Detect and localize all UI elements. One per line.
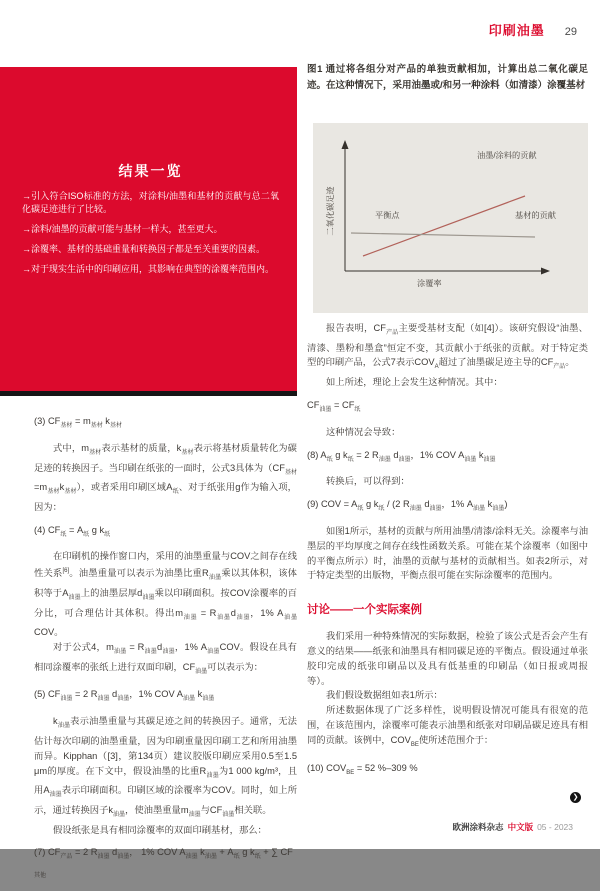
body-paragraph: 式中，$m_{基材}$表示基材的质量，$k_{基材}$表示将基材质量转化为碳足迹的转换因子。当印刷在纸张的一面时，公式3具体为$(CF_{基材}=m_{基材}k_{基材})$，或者采用印刷区域$A_纸$、对于纸张用g作为输入项，因为： [34, 442, 297, 512]
page-footer [453, 821, 573, 833]
summary-bullet: →引入符合ISO标准的方法，对涂料/油墨和基材的贡献与总二氧化碳足迹进行了比较。 [22, 191, 279, 214]
continue-arrow-icon [570, 792, 581, 803]
figure-caption: 图1 通过将各组分对产品的单独贡献相加，计算出总二氧化碳足迹。在这种情况下，采用油墨或/和另一种涂料（如清漆）涂覆基材 [307, 64, 588, 91]
body-paragraph: 转换后，可以得到： [326, 476, 410, 487]
page-number: 29 [564, 26, 577, 38]
formula-line: (4) $CF_纸 = A_纸$ g $k_纸$ [34, 524, 111, 538]
section-heading: 讨论——一个实际案例 [307, 604, 422, 617]
body-paragraph: 这种情况会导致： [326, 426, 401, 437]
body-paragraph: 所述数据体现了广泛多样性，说明假设情况可能具有很宽的范围，在该范围内，涂覆率可能表示油墨和纸张对印刷品碳足迹具有相同的贡献。该例中，$COV_{BE}$使所述范围介于： [307, 705, 588, 748]
formula-line: (10) $COV_{BE} = 52$ %–309 % [307, 762, 418, 776]
left-text-column [34, 406, 297, 891]
substrate-contribution-line [351, 233, 535, 237]
body-paragraph: 我们采用一种特殊情况的实际数据，检验了该公式是否会产生有意义的结果——纸张和油墨具有相同碳足迹的平衡点。假设通过单张胶印完成的纸张印刷品以及具有低基重的印刷品（如日报或周报等）。 [307, 631, 588, 686]
formula-line: (9) COV = $A_纸$ g $k_纸 / (2$ $R_{油墨}$ $d_{油墨}$，1% $A_{油墨}$ $k_{油墨}$) [307, 499, 508, 513]
page-header [489, 20, 577, 39]
right-text-column [307, 321, 588, 787]
ink-contribution-line [363, 196, 525, 256]
footer-journal-name: 欧洲涂料杂志 [452, 822, 504, 832]
summary-bullet: →涂料/油墨的贡献可能与基材一样大，甚至更大。 [22, 224, 223, 234]
chart-canvas [313, 123, 588, 313]
summary-bullet: →涂覆率、基材的基础重量和转换因子都是至关重要的因素。 [22, 244, 266, 254]
y-axis-arrow-icon [342, 140, 349, 149]
formula-line: (7) $CF_{产品} = 2$ $R_{油墨}$ $d_{油墨}$， 1% COV $A_{油墨}$ $k_{油墨} + A_纸$ g $k_纸$ + ∑ $CF_{其他}$ [34, 847, 293, 880]
substrate-series-label: 基材的贡献 [515, 211, 556, 220]
body-paragraph: 我们假设数据组如表1所示： [326, 690, 443, 701]
formula-line: $CF_{油墨} = CF_纸$ [307, 399, 361, 413]
results-summary-box [0, 67, 297, 396]
body-paragraph: 对于公式4，$m_{油墨} = R_{油墨}d_{油墨}$，1% $A_{油墨}COV$。假设在具有相同涂覆率的张纸上进行双面印刷，$CF_{油墨}$可以表示为： [34, 642, 297, 675]
summary-bullet: →对于现实生活中的印刷应用，其影响在典型的涂覆率范围内。 [22, 264, 275, 274]
balance-point-label: 平衡点 [375, 211, 400, 220]
results-bullet-list [22, 190, 279, 276]
formula-line: (5) $CF_{油墨} = 2$ $R_{油墨}$ $d_{油墨}$，1% COV $A_{油墨}$ $k_{油墨}$ [34, 689, 215, 703]
figure-chart [313, 123, 588, 313]
body-paragraph: 如图1所示，基材的贡献与所用油墨/清漆/涂料无关。涂覆率与油墨层的平均厚度之间存在线性函数关系。可能在某个涂覆率（如图中的平衡点所示）时，油墨的贡献与基材的贡献相当。如表2所示，对于特定类型的出版物，平衡点很可能在实际涂覆率的范围内。 [307, 526, 588, 581]
body-paragraph: 报告表明，$CF_{产品}$主要受基材支配（如[4]）。该研究假设“油墨、清漆、墨粉和墨盒”恒定不变，其贡献小于纸张的贡献。对于特定类型的印刷产品，公式7表示$COV_A$超过了油墨碳足迹主导的$CF_{产品}$。 [307, 323, 588, 371]
x-axis-arrow-icon [541, 268, 550, 275]
body-paragraph: 如上所述，理论上会发生这种情况。其中： [326, 377, 503, 388]
footer-issue: 05 - 2023 [537, 822, 573, 832]
body-paragraph: $k_{油墨}$表示油墨重量与其碳足迹之间的转换因子。通常，无法估计每次印刷的油墨重量，因为印刷重量因印刷工艺和所用油墨而异。Kipphan（[3]，第134页）建议胶版印刷应采用0.5至1.5 μm的厚度。在下文中，假设油墨的比重$R_{油墨}$为1 000 kg/m³，且用$A_{油墨}$表示印刷面积。印刷区域的涂覆率为COV。同时，如上所示，通过转换因子$k_{油墨}$，使油墨重量$m_{油墨}$与$CF_{油墨}$相关联。 [34, 716, 297, 818]
footer-edition: 中文版 [507, 822, 534, 832]
x-axis-label: 涂覆率 [417, 279, 442, 288]
ink-series-label: 油墨/涂料的贡献 [477, 151, 537, 160]
results-box-title: 结果一览 [118, 163, 183, 179]
continue-arrow-glyph: ❯ [572, 794, 579, 801]
y-axis-label: 二氧化碳足迹 [326, 186, 335, 236]
body-paragraph: 在印刷机的操作窗口内，采用的油墨重量与COV之间存在线性关系[6]。油墨重量可以表示为油墨比重$R_{油墨}$乘以其体积，该体积等于$A_{油墨}$上的油墨层厚$d_{油墨}$乘以印刷面积。按COV涂覆率的百分比，可合理估计其体积。得出$m_{油墨} = R_{油墨}d_{油墨}$，1% $A_{油墨}COV$。 [34, 551, 297, 638]
section-title: 印刷油墨 [488, 23, 545, 38]
formula-line: (8) $A_纸$ g $k_纸 = 2$ $R_{油墨}$ $d_{油墨}$，1% COV $A_{油墨}$ $k_{油墨}$ [307, 449, 496, 463]
formula-line: (3) $CF_{基材} = m_{基材}$ $k_{基材}$ [34, 416, 122, 429]
body-paragraph: 假设纸张是具有相同涂覆率的双面印刷基材，那么： [53, 824, 267, 835]
